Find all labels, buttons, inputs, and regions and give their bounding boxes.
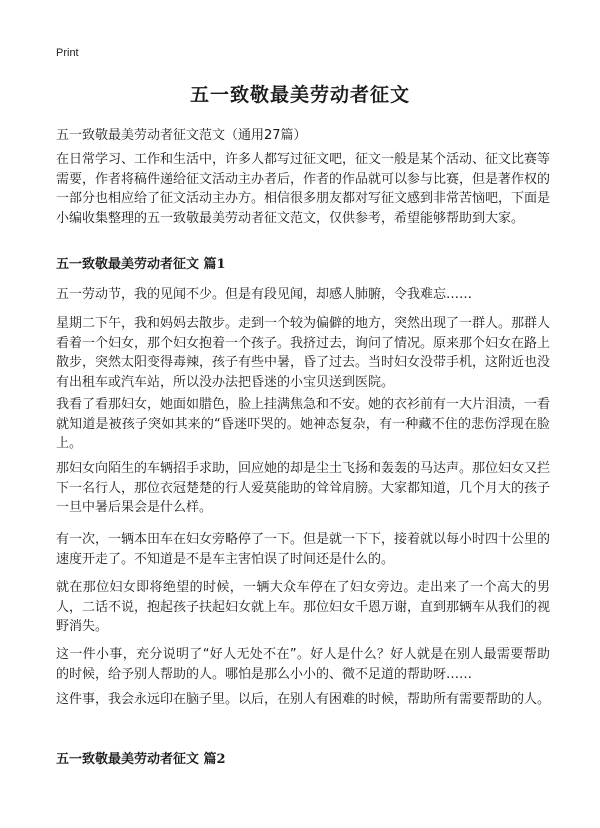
intro-paragraph: 在日常学习、工作和生活中，许多人都写过征文吧，征文一般是某个活动、征文比赛等需要，作者将稿件递给征文活动主办者后，作者的作品就可以参与比赛，但是著作权的一部分也相应给了征文活动主办方。相信很多朋友都对写征文感到非常苦恼吧，下面是小编收集整理的五一致敬最美劳动者征文范文，仅供参考，希望能够帮助到大家。 [56, 152, 551, 226]
subtitle: 五一致敬最美劳动者征文范文（通用27篇） [56, 128, 307, 143]
paragraph: 星期二下午，我和妈妈去散步。走到一个较为偏僻的地方，突然出现了一群人。那群人看着一个妇女，那个妇女抱着一个孩子。我挤过去，询问了情况。原来那个妇女在路上散步，突然太阳变得毒辣，孩子有些中暑，昏了过去。当时妇女没带手机，这附近也没有出租车或汽车站，所以没办法把昏迷的小宝贝送到医院。 [56, 316, 551, 390]
section-heading-1: 五一致敬最美劳动者征文 篇1 [56, 257, 226, 272]
paragraph: 这一件小事，充分说明了“好人无处不在”。好人是什么？好人就是在别人最需要帮助的时候，给予别人帮助的人。哪怕是那么小小的、微不足道的帮助呀…… [56, 647, 550, 682]
page-title: 五一致敬最美劳动者征文 [189, 84, 410, 106]
paragraph: 就在那位妇女即将绝望的时候，一辆大众车停在了妇女旁边。走出来了一个高大的男人，二话不说，抱起孩子扶起妇女就上车。那位妇女千恩万谢，直到那辆车从我们的视野消失。 [56, 580, 551, 634]
print-link[interactable]: Print [56, 47, 79, 59]
paragraph: 我看了看那妇女，她面如腊色，脸上挂满焦急和不安。她的衣衫前有一大片泪渍，一看就知道是被孩子突如其来的“昏迷吓哭的。她神态复杂，有一种藏不住的悲伤浮现在脸上。 [56, 397, 551, 451]
section-heading-2: 五一致敬最美劳动者征文 篇2 [56, 752, 226, 767]
paragraph: 五一劳动节，我的见闻不少。但是有段见闻，却感人肺腑，令我难忘…… [56, 287, 473, 302]
paragraph: 有一次，一辆本田车在妇女旁略停了一下。但是就一下下，接着就以每小时四十公里的速度开走了。不知道是不是车主害怕误了时间还是什么的。 [56, 532, 551, 567]
paragraph: 这件事，我会永远印在脑子里。以后，在别人有困难的时候，帮助所有需要帮助的人。 [56, 692, 551, 707]
paragraph: 那妇女向陌生的车辆招手求助，回应她的却是尘土飞扬和轰轰的马达声。那位妇女又拦下一名行人，那位衣冠楚楚的行人爱莫能助的耸耸肩膀。大家都知道，几个月大的孩子一旦中暑后果会是什么样。 [56, 461, 551, 515]
